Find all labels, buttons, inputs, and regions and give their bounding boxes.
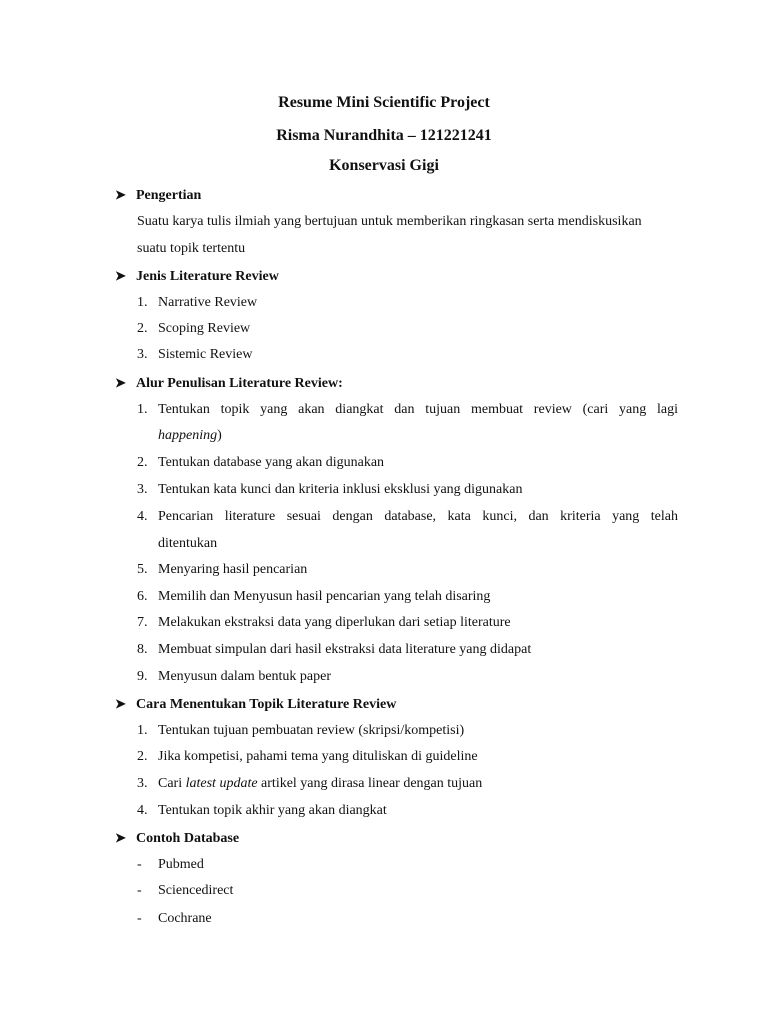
document-page: Resume Mini Scientific Project Risma Nurandhita – 121221241 Konservasi Gigi ➤ Pengertian Suatu karya tulis ilmiah yang bertujuan untuk memberikan ringkasan serta mendiskusikan suatu topik tertentu ➤ Jenis Literature Review 1. Narrative Review 2. Scoping Review 3. Sistemic Review ➤ Alur Penulisan Literature Review: 1. Tentukan topik yang akan diangkat dan tujuan membuat review (cari yang lagi happening) 2. Tentukan database yang akan digunakan 3. Tentukan kata kunci dan kriteria inklusi eksklusi yang digunakan 4. Pencarian literature sesuai dengan database, kata kunci, dan kriteria yang telah ditentukan 5. Menyaring hasil pencarian 6. Memilih dan Menyusun hasil pencarian yang telah disaring 7. Melakukan ekstraksi data yang diperlukan dari setiap literature 8. Membuat simpulan dari hasil ekstraksi data literature yang didapat 9. Menyusun dalam bentuk paper ➤ Cara Menentukan Topik Literature Review 1. Tentukan tujuan pembuatan review (skripsi/kompetisi) 2. Jika kompetisi, pahami tema yang dituliskan di guideline 3. Cari latest update artikel yang dirasa linear dengan tujuan 4. Tentukan topik akhir yang akan diangkat ➤ Contoh Database - Pubmed - Sciencedirect - Cochrane (0, 0, 768, 1024)
section-heading-jenis: ➤ Jenis Literature Review (115, 268, 279, 284)
arrowhead-bullet-icon: ➤ (115, 268, 126, 283)
list-item-continuation: ditentukan (158, 536, 218, 551)
section-heading-cara: ➤ Cara Menentukan Topik Literature Review (115, 696, 397, 712)
section-heading-pengertian: ➤ Pengertian (115, 187, 202, 203)
paragraph-line: suatu topik tertentu (137, 241, 246, 256)
document-title: Resume Mini Scientific Project (278, 94, 490, 111)
arrowhead-bullet-icon: ➤ (115, 187, 126, 202)
arrowhead-bullet-icon: ➤ (115, 696, 126, 711)
arrowhead-bullet-icon: ➤ (115, 830, 126, 845)
section-heading-contoh: ➤ Contoh Database (115, 830, 240, 846)
author-line: Risma Nurandhita – 121221241 (276, 127, 492, 144)
arrowhead-bullet-icon: ➤ (115, 375, 126, 390)
paragraph-line: Suatu karya tulis ilmiah yang bertujuan untuk memberikan ringkasan serta mendiskusikan (137, 214, 642, 229)
list-item-continuation: happening) (158, 428, 222, 443)
section-heading-alur: ➤ Alur Penulisan Literature Review: (115, 375, 343, 391)
subject-line: Konservasi Gigi (329, 157, 439, 174)
